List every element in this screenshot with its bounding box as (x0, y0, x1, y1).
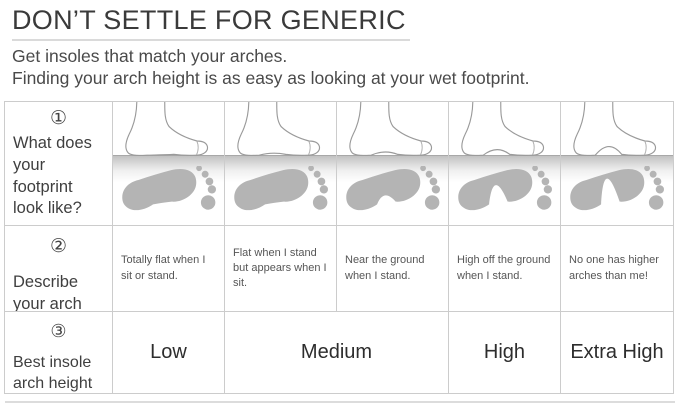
page-title: DON’T SETTLE FOR GENERIC (12, 5, 406, 35)
row-label-describe-arch-text: Describe your arch (13, 273, 82, 312)
wet-footprint-icon (453, 166, 557, 218)
wet-footprint-icon (229, 166, 333, 218)
row-label-insole-height (5, 312, 113, 393)
step-number-3: ③ (50, 321, 67, 341)
footprint-illustration-high (449, 102, 561, 226)
footprint-illustration-flat (113, 102, 225, 226)
subtitle-line-2: Finding your arch height is as easy as looking at your wet footprint. (12, 67, 530, 88)
title-underline (12, 39, 410, 41)
row-label-describe-arch (5, 226, 113, 312)
foot-side-view-icon (340, 102, 447, 156)
insole-height-extra-high: Extra High (561, 312, 673, 393)
subtitle-line-1: Get insoles that match your arches. (12, 46, 288, 66)
arch-comparison-table (4, 101, 674, 394)
arch-description-high (449, 226, 561, 312)
footprint-illustration-medium (337, 102, 449, 226)
insole-height-high: High (449, 312, 561, 393)
arch-description-text: High off the ground when I stand. (457, 254, 551, 282)
wet-footprint-icon (341, 166, 445, 218)
row-label-footprint-text: What does your footprint look like? (13, 134, 92, 218)
row-label-footprint (5, 102, 113, 226)
insole-height-medium: Medium (225, 312, 449, 393)
row-label-insole-height-text: Best insole arch height (13, 354, 93, 393)
insole-height-low: Low (113, 312, 225, 393)
foot-side-view-icon (228, 102, 335, 156)
arch-description-text: Near the ground when I stand. (345, 254, 425, 282)
foot-side-view-icon (116, 102, 223, 156)
wet-footprint-icon (565, 166, 669, 218)
header (12, 2, 530, 89)
foot-side-view-icon (452, 102, 559, 156)
wet-footprint-icon (117, 166, 221, 218)
arch-description-medium (337, 226, 449, 312)
bottom-separator (5, 401, 675, 403)
arch-description-text: Totally flat when I sit or stand. (121, 254, 206, 282)
arch-description-extra-high (561, 226, 673, 312)
arch-description-text: Flat when I stand but appears when I sit. (233, 246, 327, 290)
step-number-1: ① (49, 108, 68, 129)
step-number-2: ② (49, 236, 68, 257)
foot-side-view-icon (564, 102, 671, 156)
arch-description-text: No one has higher arches than me! (569, 254, 659, 282)
arch-description-flat-standing (225, 226, 337, 312)
footprint-illustration-extra-high (561, 102, 673, 226)
footprint-illustration-flat-standing (225, 102, 337, 226)
arch-description-flat (113, 226, 225, 312)
